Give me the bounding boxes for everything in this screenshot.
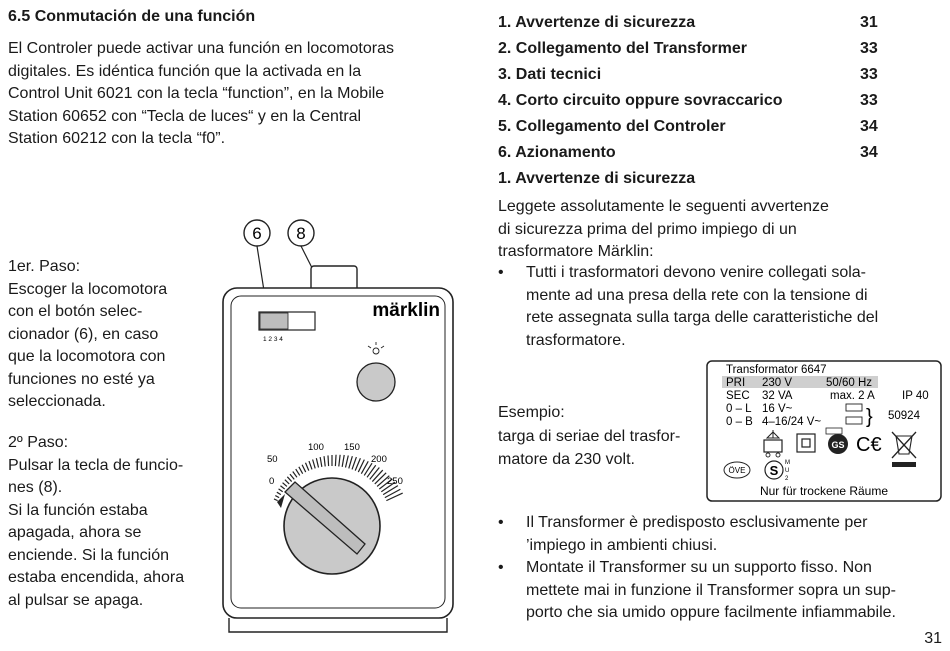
ove-mark-label: ÖVE <box>728 466 746 475</box>
bullet-line: Montate il Transformer su un supporto fisso. Non <box>526 559 872 576</box>
toc-title: 6. Azionamento <box>498 144 616 161</box>
plate-ip-rating: IP 40 <box>902 390 929 402</box>
safety-bullets-2 <box>498 512 938 625</box>
dial-label-250: 250 <box>387 476 403 487</box>
step-line: cionador (6), en caso <box>8 325 159 343</box>
step-line: al pulsar se apaga. <box>8 591 144 609</box>
step-line: Escoger la locomotora <box>8 280 168 298</box>
step-line: 2º Paso: <box>8 434 69 451</box>
controller-illustration <box>215 218 465 638</box>
step-line: funciones no esté ya <box>8 370 155 388</box>
dial-label-150: 150 <box>344 442 360 453</box>
bullet-line: ’impiego in ambienti chiusi. <box>526 536 718 554</box>
svg-text:S: S <box>769 463 779 478</box>
plate-footer: Nur für trockene Räume <box>759 484 889 498</box>
step-line: que la locomotora con <box>8 348 166 365</box>
step-line: estaba encendida, ahora <box>8 569 185 586</box>
plate-sec-label: SEC <box>726 390 750 402</box>
plate-pri-voltage: 230 V <box>762 377 793 389</box>
step-line: enciende. Si la función <box>8 546 169 564</box>
selector-ticks: 1 2 3 4 <box>263 336 283 343</box>
section-heading-6-5: 6.5 Conmutación de una función <box>8 8 256 25</box>
example-line: targa di seriae del trasfor- <box>498 428 681 445</box>
bullet-line: trasformatore. <box>526 331 626 349</box>
plate-ob-label: 0 – B <box>726 416 753 428</box>
dial-label-50: 50 <box>267 454 278 465</box>
plate-ol-voltage: 16 V~ <box>762 403 793 415</box>
plate-pri-label: PRI <box>726 377 746 389</box>
toc-page: 33 <box>860 66 878 83</box>
plate-sec-current: max. 2 A <box>830 390 875 402</box>
bullet-dot: • <box>498 264 504 281</box>
svg-text:2: 2 <box>785 476 789 482</box>
rating-plate <box>706 360 942 502</box>
toc-row <box>498 10 898 36</box>
dial-label-200: 200 <box>371 454 387 465</box>
toc-row <box>498 140 898 166</box>
bullet-line: rete assegnata sulla targa delle caratteristiche del <box>526 309 879 326</box>
controller-base <box>229 618 447 632</box>
plate-code: 50924 <box>888 410 920 422</box>
plate-ol-label: 0 – L <box>726 403 752 415</box>
plate-model: Transformator 6647 <box>726 364 827 376</box>
dial-label-100: 100 <box>308 442 324 453</box>
svg-text:M: M <box>785 460 790 466</box>
toc-page: 34 <box>860 118 878 135</box>
bullet-dot: • <box>498 514 504 531</box>
dial-label-0: 0 <box>269 476 275 487</box>
plate-sec-power: 32 VA <box>762 390 793 402</box>
intro-line: Control Unit 6021 con la tecla “function”, en la Mobile <box>8 85 385 102</box>
page-number: 31 <box>924 630 942 647</box>
safety-intro <box>498 196 918 264</box>
toc-title: 5. Collegamento del Controler <box>498 118 726 135</box>
svg-text:U: U <box>785 468 790 474</box>
step-line: Pulsar la tecla de funcio- <box>8 456 184 474</box>
toc-page: 33 <box>860 40 878 57</box>
safety-intro-line: di sicurezza prima del primo impiego di un <box>498 220 797 238</box>
intro-line: El Controler puede activar una función en locomotoras <box>8 40 394 57</box>
intro-paragraph <box>8 38 448 151</box>
toc-row <box>498 36 898 62</box>
bullet-line: mente ad una presa della rete con la tensione di <box>526 286 868 304</box>
toc-title: 2. Collegamento del Transformer <box>498 40 747 57</box>
toc-page: 33 <box>860 92 878 109</box>
safety-heading: 1. Avvertenze di sicurezza <box>498 170 696 187</box>
step-line: nes (8). <box>8 479 63 496</box>
ce-mark-icon: C€ <box>856 434 882 456</box>
example-line: matore da 230 volt. <box>498 450 635 468</box>
step-line: apagada, ahora se <box>8 524 142 541</box>
bullet-line: Tutti i trasformatori devono venire collegati sola- <box>526 264 866 281</box>
safety-intro-line: Leggete assolutamente le seguenti avvertenze <box>498 198 829 215</box>
step-line: con el botón selec- <box>8 303 143 320</box>
example-label: Esempio: <box>498 404 565 421</box>
selector-knob <box>260 313 288 329</box>
bullet-line: mettete mai in funzione il Transformer sopra un sup- <box>526 581 896 599</box>
toc-title: 4. Corto circuito oppure sovraccarico <box>498 92 783 109</box>
example-text <box>498 426 708 471</box>
safety-bullet-1 <box>498 262 938 352</box>
toc-row <box>498 88 898 114</box>
toc-row <box>498 62 898 88</box>
toc-title: 3. Dati tecnici <box>498 66 602 83</box>
toc-row <box>498 114 898 140</box>
brace-symbol: } <box>866 406 873 428</box>
toc-title: 1. Avvertenze di sicurezza <box>498 14 696 31</box>
intro-line: digitales. Es idéntica función que la activada en la <box>8 62 362 80</box>
callout-6-label: 6 <box>252 224 262 243</box>
bullet-line: Il Transformer è predisposto esclusivamente per <box>526 514 868 531</box>
toc-page: 34 <box>860 144 878 161</box>
table-of-contents <box>498 10 898 166</box>
toc-page: 31 <box>860 14 878 31</box>
dial-tick <box>328 455 329 466</box>
step-1 <box>8 256 208 414</box>
safety-intro-line: trasformatore Märklin: <box>498 243 654 260</box>
dial-tick <box>335 455 336 466</box>
plate-ob-voltage: 4–16/24 V~ <box>762 416 822 428</box>
callout-8-label: 8 <box>296 224 306 243</box>
step-2 <box>8 432 208 612</box>
bullet-line: porto che sia umido oppure facilmente infiammabile. <box>526 604 896 621</box>
step-line: Si la función estaba <box>8 501 148 519</box>
step-line: 1er. Paso: <box>8 258 81 275</box>
function-button <box>357 363 395 401</box>
intro-line: Station 60652 con “Tecla de luces“ y en la Central <box>8 107 362 125</box>
bullet-dot: • <box>498 559 504 576</box>
brand-logo: märklin <box>372 300 440 321</box>
intro-line: Station 60212 con la tecla “f0”. <box>8 130 226 147</box>
svg-text:GS: GS <box>831 440 845 450</box>
plate-pri-freq: 50/60 Hz <box>826 377 873 389</box>
step-line: seleccionada. <box>8 393 106 410</box>
